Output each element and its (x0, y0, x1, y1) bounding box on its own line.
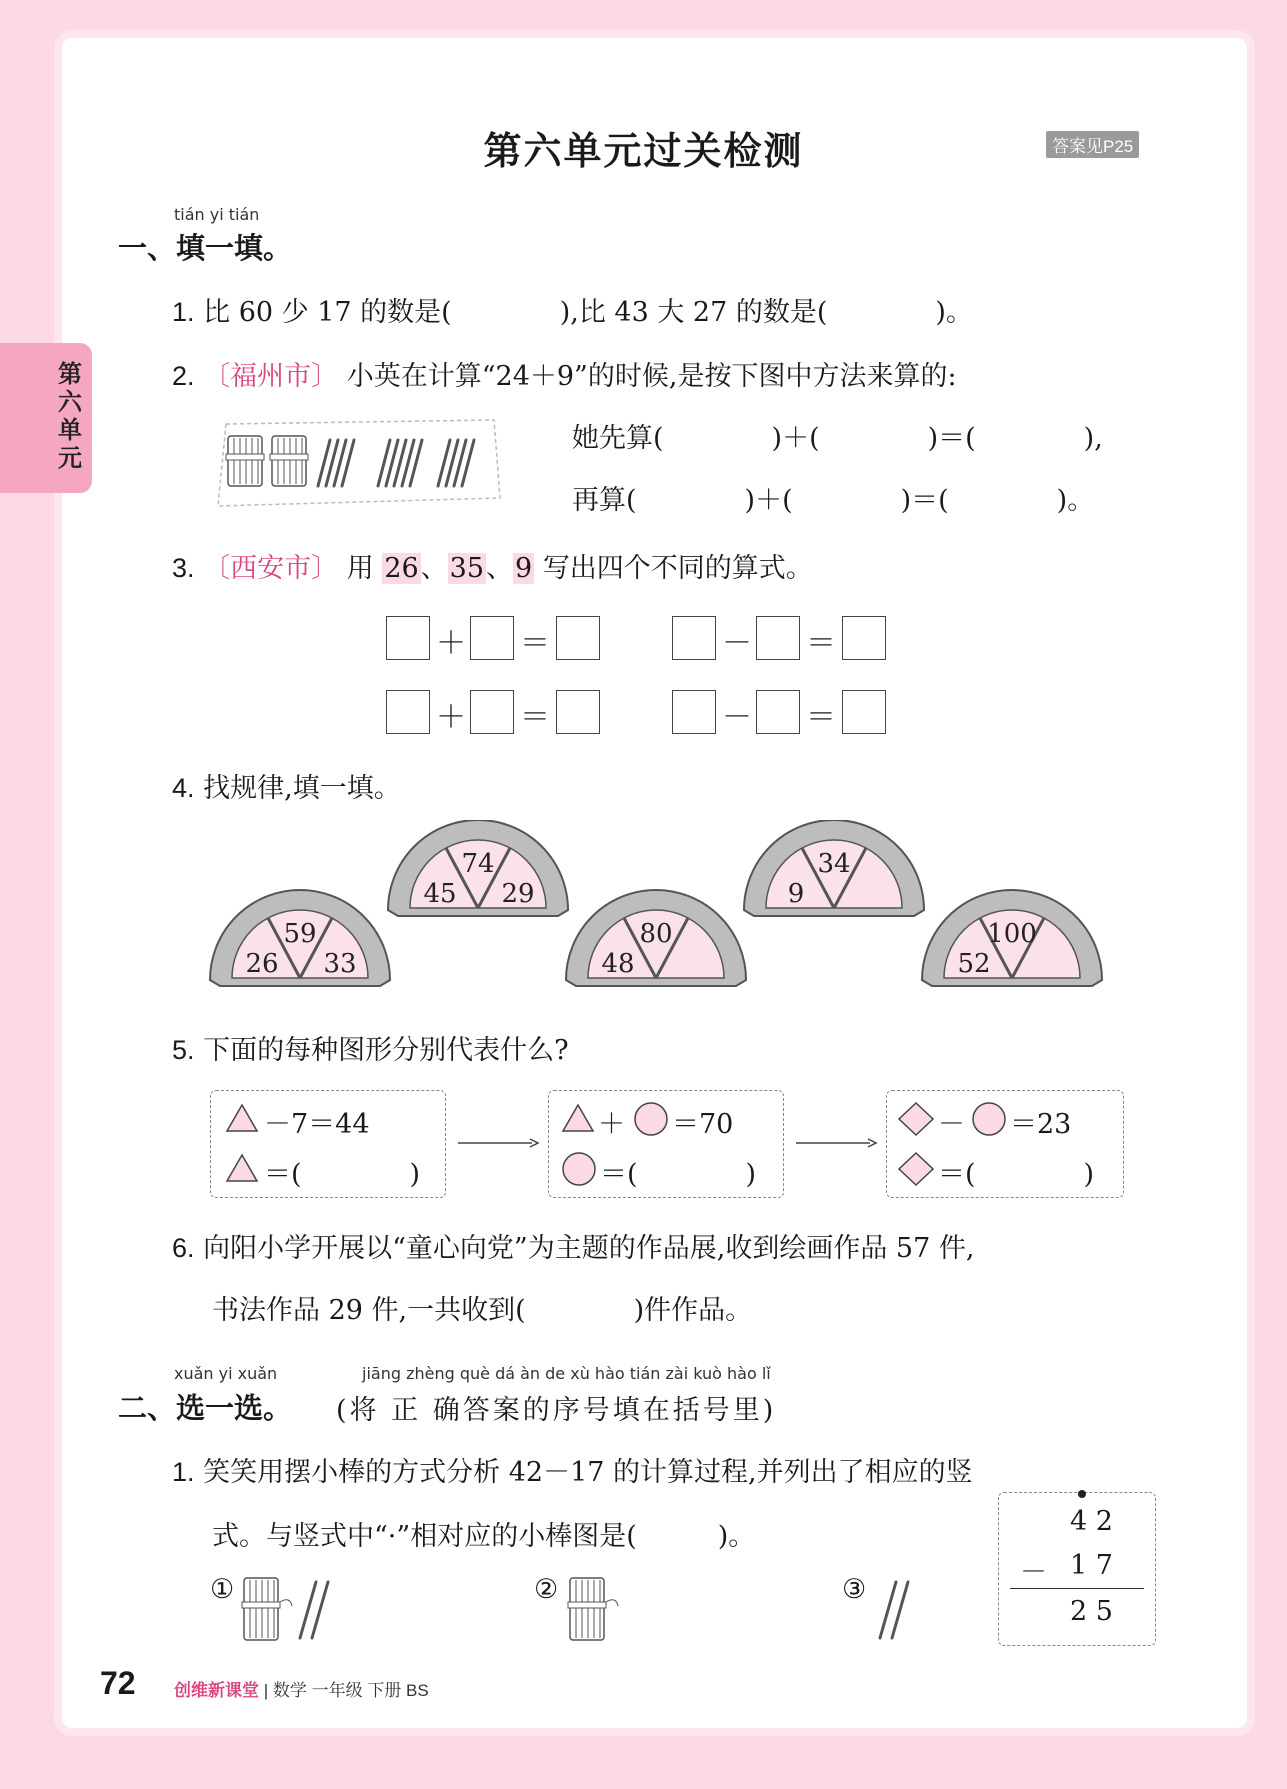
answer-box[interactable] (842, 690, 886, 734)
shape-box-3-line2: ＝( ) (938, 1159, 1095, 1190)
arrow-right-icon (794, 1136, 878, 1150)
number-card-9: 9 (515, 553, 533, 584)
shape-box-1-line2: ＝( ) (264, 1159, 421, 1190)
fan-5-top: 100 (987, 919, 1037, 949)
question-text: 小英在计算“24＋9”的时候,是按下图中方法来算的: (346, 361, 957, 392)
question-text: 下面的每种图形分别代表什么? (203, 1035, 569, 1066)
shape-box-2-line2: ＝( ) (600, 1159, 757, 1190)
answer-box[interactable] (842, 616, 886, 660)
page-number: 72 (100, 1665, 136, 1701)
answer-box[interactable] (756, 616, 800, 660)
vertical-minus-sign: － (1020, 1557, 1047, 1588)
question-number: 1. (172, 1457, 195, 1487)
vertical-result-number: 2 5 (1070, 1596, 1113, 1627)
fan-3-top: 80 (639, 919, 673, 949)
arrow-right-icon (456, 1136, 540, 1150)
question-2-1 (172, 1450, 973, 1489)
circle-icon (970, 1100, 1008, 1138)
question-text-line1: 笑笑用摆小棒的方式分析 42－17 的计算过程,并列出了相应的竖 (203, 1457, 973, 1488)
option-1-label[interactable]: ① (210, 1574, 235, 1605)
answer-box[interactable] (386, 690, 430, 734)
question-number: 5. (172, 1035, 195, 1065)
question-1-1 (172, 290, 973, 329)
question-1-5 (172, 1028, 569, 1067)
section1-pinyin: tián yi tián (174, 205, 260, 224)
fan-1-left: 26 (245, 949, 279, 979)
option-3-label[interactable]: ③ (842, 1574, 867, 1605)
fan-4-top: 34 (817, 849, 851, 879)
minus-sign: － (722, 700, 752, 735)
number-card-26: 26 (384, 553, 419, 584)
diamond-icon (896, 1150, 936, 1188)
equals-sign: ＝ (806, 626, 836, 661)
question-number: 3. (172, 553, 195, 583)
page-title: 第六单元过关检测 (483, 131, 804, 173)
fan-3-left: 48 (601, 949, 635, 979)
footer-series: 创维新课堂 | 数学 一年级 下册 BS (174, 1681, 429, 1700)
pattern-fans-diagram (200, 820, 1120, 1000)
circle-icon (560, 1150, 598, 1188)
answer-box[interactable] (556, 616, 600, 660)
vertical-result-line (1010, 1588, 1144, 1589)
side-unit-tab (0, 343, 92, 493)
separator: 、 (486, 553, 514, 584)
option-2-sticks-icon (566, 1572, 630, 1648)
question-1-6-line2: 书法作品 29 件,一共收到( )件作品。 (212, 1295, 753, 1326)
separator: 、 (420, 553, 448, 584)
fan-2-top: 74 (461, 849, 495, 879)
vertical-top-number: 4 2 (1070, 1506, 1113, 1537)
answer-box[interactable] (672, 616, 716, 660)
fan-1-right: 33 (323, 949, 357, 979)
equals-sign: ＝ (520, 700, 550, 735)
section2-pinyin-heading: xuǎn yi xuǎn (174, 1364, 278, 1383)
answer-reference-badge: 答案见P25 (1046, 131, 1139, 158)
stick-bundle-icon (226, 436, 264, 486)
question-text: 找规律,填一填。 (203, 773, 401, 804)
option-1-sticks-icon (240, 1572, 350, 1648)
triangle-icon (224, 1152, 260, 1184)
circle-icon (632, 1100, 670, 1138)
triangle-icon (560, 1102, 596, 1134)
section2-heading: 二、选一选。 (118, 1393, 293, 1425)
minus-sign: － (722, 626, 752, 661)
shape-box-2-line1: ＝70 (672, 1109, 734, 1140)
answer-box[interactable] (556, 690, 600, 734)
section2-pinyin-instruction: jiāng zhèng què dá àn de xù hào tián zài kuò hào lǐ (362, 1364, 771, 1383)
fan-1-top: 59 (283, 919, 317, 949)
side-unit-tab-label: 第六单元 (58, 361, 82, 472)
question-1-2 (172, 354, 957, 393)
fan-5-left: 52 (957, 949, 991, 979)
city-tag: 〔西安市〕 (203, 553, 339, 584)
plus-sign: ＋ (436, 700, 466, 735)
borrow-dot (1078, 1490, 1086, 1498)
answer-box[interactable] (386, 616, 430, 660)
answer-box[interactable] (756, 690, 800, 734)
answer-box[interactable] (470, 690, 514, 734)
question-number: 2. (172, 361, 195, 391)
sticks-illustration (208, 418, 504, 510)
stick-bundle-icon (270, 436, 308, 486)
answer-box[interactable] (672, 690, 716, 734)
question-text-pre: 用 (346, 553, 374, 584)
number-card-35: 35 (449, 553, 485, 584)
fan-4-left: 9 (787, 879, 805, 909)
shape-box-3-minus: － (938, 1109, 965, 1140)
footer-brand-name: 创维新课堂 (174, 1681, 259, 1700)
question-1-4 (172, 766, 401, 805)
fan-2-left: 45 (423, 879, 457, 909)
option-3-sticks-icon (874, 1572, 924, 1648)
question-number: 1. (172, 297, 195, 327)
question-number: 6. (172, 1233, 195, 1263)
footer-book-info: 数学 一年级 下册 BS (272, 1681, 429, 1700)
question-text-post: 写出四个不同的算式。 (542, 553, 813, 584)
city-tag: 〔福州市〕 (203, 361, 339, 392)
single-sticks-icon (318, 440, 474, 486)
shape-box-1-line1: －7＝44 (264, 1109, 370, 1140)
diamond-icon (896, 1100, 936, 1138)
question-1-2-line1: 她先算( )＋( )＝( ), (572, 423, 1103, 454)
equals-sign: ＝ (806, 700, 836, 735)
fan-2-right: 29 (501, 879, 535, 909)
section1-heading: 一、填一填。 (118, 233, 293, 265)
shape-box-2-plus: ＋ (598, 1109, 625, 1140)
triangle-icon (224, 1102, 260, 1134)
question-1-6 (172, 1226, 974, 1265)
plus-sign: ＋ (436, 626, 466, 661)
question-2-1-line2: 式。与竖式中“·”相对应的小棒图是( )。 (212, 1521, 756, 1552)
question-1-2-line2: 再算( )＋( )＝( )。 (572, 485, 1095, 516)
section2-instruction: (将 正 确答案的序号填在括号里) (336, 1395, 777, 1426)
question-text-line1: 向阳小学开展以“童心向党”为主题的作品展,收到绘画作品 57 件, (203, 1233, 975, 1264)
question-1-3 (172, 546, 813, 585)
question-number: 4. (172, 773, 195, 803)
vertical-middle-number: 1 7 (1070, 1550, 1113, 1581)
shape-box-3-line1: ＝23 (1010, 1109, 1072, 1140)
answer-box[interactable] (470, 616, 514, 660)
question-text: 比 60 少 17 的数是( ),比 43 大 27 的数是( )。 (203, 297, 973, 328)
option-2-label[interactable]: ② (534, 1574, 559, 1605)
equals-sign: ＝ (520, 626, 550, 661)
